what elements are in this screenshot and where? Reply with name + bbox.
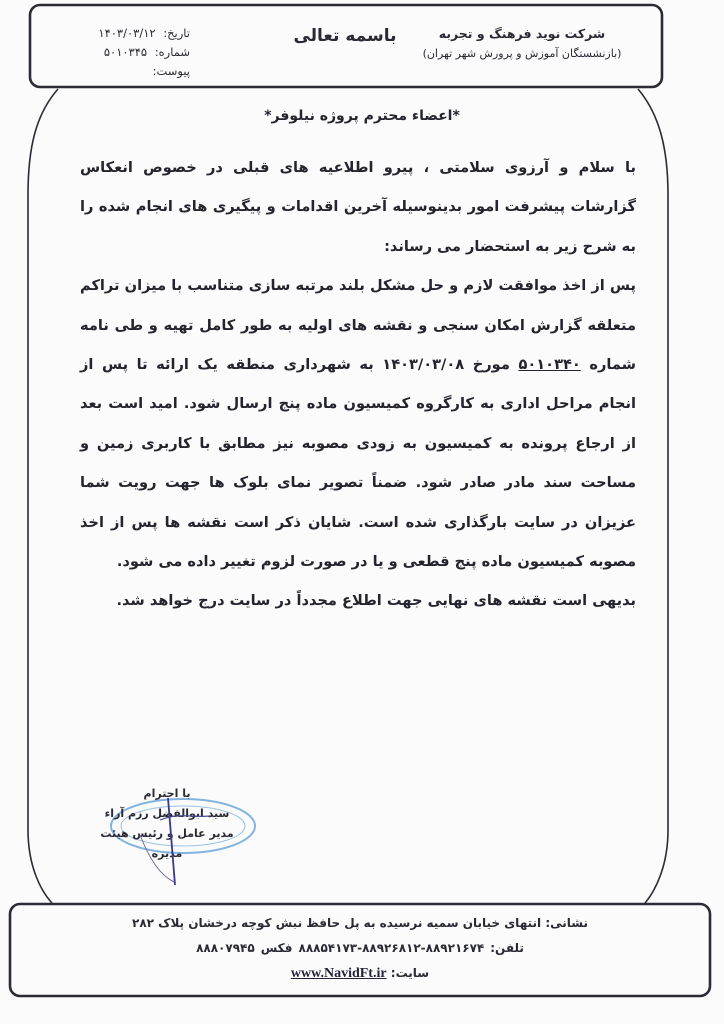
paragraph-2-start: پس از اخذ موافقت لازم و حل مشکل بلند مرتبه سازی متناسب با میزان تراکم متعلقه گزارش امکان سنجی و نقشه های اولیه به طور کامل تهیه و طی نامه شماره (80, 277, 636, 374)
fax-value: ۸۸۸۰۷۹۴۵ (196, 941, 255, 955)
phone-row (10, 936, 710, 961)
site-link[interactable]: www.NavidFt.ir (290, 966, 387, 981)
signer-position: مدیر عامل و رئیس هیئت مدیره (100, 827, 234, 860)
date-label: تاریخ: (163, 26, 190, 40)
letter-meta (70, 24, 190, 81)
attachment-label: پیوست: (152, 64, 190, 78)
paragraph-2 (80, 266, 636, 581)
attachment-row (70, 62, 190, 81)
number-label: شماره: (154, 45, 190, 59)
number-row (70, 43, 190, 62)
address-label: نشانی: (545, 916, 588, 930)
reference-number: ۵۰۱۰۳۴۰ (518, 356, 581, 374)
phone-label: تلفن: (490, 941, 524, 955)
paragraph-2-end: مورخ ۱۴۰۳/۰۳/۰۸ به شهرداری منطقه یک ارائه تا پس از انجام مراحل اداری به کارگروه کمیسیون ماده پنج ارسال شود. امید است بعد از ارجاع پرونده به کمیسیون به زودی مصوبه نیز مطابق با کاربری زمین و مساحت سند مادر صادر شود. ضمناً تصویر نمای بلوک ها جهت رویت شما عزیزان در سایت بارگذاری شده است. شایان ذکر است نقشه ها پس از اخذ مصوبه کمیسیون ماده پنج قطعی و یا در صورت لزوم تغییر داده می شود. (80, 356, 636, 571)
signature-block (92, 784, 242, 864)
company-name: شرکت نوید فرهنگ و تجربه (438, 26, 606, 41)
date-row (70, 24, 190, 43)
company-subtitle: (بازنشستگان آموزش و پرورش شهر تهران) (422, 47, 622, 60)
signer-name: سید ابوالفضل رزم آراء (104, 807, 230, 820)
number-value: ۵۰۱۰۳۴۵ (103, 45, 148, 59)
date-value: ۱۴۰۳/۰۳/۱۲ (98, 26, 156, 40)
letter-heading: باسمه تعالی (293, 26, 397, 46)
paragraph-3: بدیهی است نقشه های نهایی جهت اطلاع مجدداً در سایت درج خواهد شد. (116, 592, 636, 610)
letter-footer (10, 905, 710, 993)
paragraph-1: با سلام و آرزوی سلامتی ، پیرو اطلاعیه های قبلی در خصوص انعکاس گزارشات پیشرفت امور بدینوسیله آخرین اقدامات و پیگیری های انجام شده را به شرح زیر به استحضار می رساند: (80, 159, 636, 255)
closing-text: با احترام (143, 787, 191, 800)
address-row (10, 911, 710, 936)
fax-label: فکس (260, 941, 293, 955)
address-value: انتهای خیابان سمیه نرسیده به پل حافظ نبش کوچه درخشان پلاک ۲۸۲ (132, 916, 542, 930)
letter-body (80, 148, 636, 621)
phone-values: ۸۸۹۲۱۶۷۴-۸۸۹۲۶۸۱۲-۸۸۸۵۴۱۷۳ (298, 941, 485, 955)
letter-subject: *اعضاء محترم پروژه نیلوفر* (264, 108, 460, 124)
site-row (10, 961, 710, 986)
company-block (402, 26, 642, 60)
site-label: سایت: (390, 966, 430, 980)
